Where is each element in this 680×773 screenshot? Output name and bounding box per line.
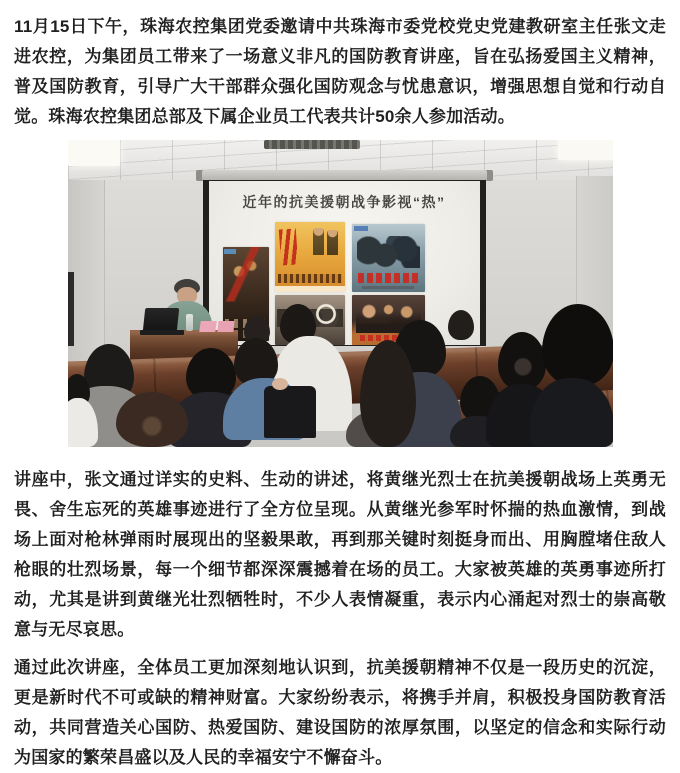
poster-orange-epic bbox=[275, 222, 345, 292]
article-paragraph-1: 11月15日下午，珠海农控集团党委邀请中共珠海市委党校党史党建教研室主任张文走进农控，为集团员工带来了一场意义非凡的国防教育讲座，旨在弘扬爱国主义精神，普及国防教育，引导广大干部群众强化国防观念与忧患意识，增强思想自觉和行动自觉。珠海农控集团总部及下属企业员工代表共计50余人参加活动。 bbox=[14, 17, 666, 126]
water-bottle bbox=[186, 314, 193, 331]
poster-tag bbox=[354, 226, 368, 231]
poster-soldier-masses bbox=[357, 236, 420, 268]
audience-head bbox=[542, 304, 613, 386]
laptop-screen bbox=[142, 308, 179, 332]
laptop-base bbox=[140, 330, 184, 335]
poster-title-calligraphy bbox=[278, 228, 297, 265]
poster-snow-battle bbox=[352, 224, 425, 292]
door-edge bbox=[68, 272, 74, 346]
poster-tag bbox=[224, 249, 236, 254]
ceiling-light-right bbox=[558, 140, 613, 160]
audience-head-bun bbox=[498, 332, 546, 390]
article-paragraph-2: 讲座中，张文通过详实的史料、生动的讲述，将黄继光烈士在抗美援朝战场上英勇无畏、舍生忘死的英雄事迹进行了全方位呈现。从黄继光参军时怀揣的热血激情，到战场上面对枪林弹雨时展现出的坚毅果敢，再到那关键时刻挺身而出、用胸膛堵住敌人枪眼的壮烈场景，每一个细节都深深震撼着在场的员工。大家被英雄的英勇事迹所打动，尤其是讲到黄继光壮烈牺牲时，不少人表情凝重，表示内心涌起对烈士的崇高敬意与无尽哀思。 bbox=[14, 470, 666, 639]
poster-figure bbox=[327, 230, 338, 255]
audience-head bbox=[360, 340, 416, 447]
poster-red-title bbox=[358, 273, 418, 283]
name-card bbox=[199, 321, 217, 332]
article-paragraph-3: 通过此次讲座，全体员工更加深刻地认识到，抗美援朝精神不仅是一段历史的沉淀，更是新时代不可或缺的精神财富。大家纷纷表示，将携手并肩，积极投身国防教育活动，共同营造关心国防、热爱国防、建设国防的浓厚氛围，以坚定的信念和实际行动为国家的繁荣昌盛以及人民的幸福安宁不懈奋斗。 bbox=[14, 658, 666, 767]
poster-marching-soldiers bbox=[278, 274, 342, 283]
audience-head bbox=[448, 310, 474, 340]
lecture-photo[interactable] bbox=[68, 140, 613, 447]
poster-red-title bbox=[360, 335, 400, 341]
chair bbox=[264, 386, 316, 438]
poster-figure bbox=[313, 228, 324, 255]
ceiling-light-left bbox=[68, 140, 120, 166]
hand-on-shoulder bbox=[272, 378, 288, 390]
name-card bbox=[217, 321, 234, 332]
audience-head-bun bbox=[116, 392, 188, 447]
poster-subtitle-line bbox=[362, 286, 414, 289]
ac-vent-icon bbox=[264, 140, 360, 149]
slide-title: 近年的抗美援朝战争影视“热” bbox=[242, 194, 446, 210]
poster-credits-strip bbox=[275, 286, 345, 292]
article-page bbox=[14, 12, 666, 773]
